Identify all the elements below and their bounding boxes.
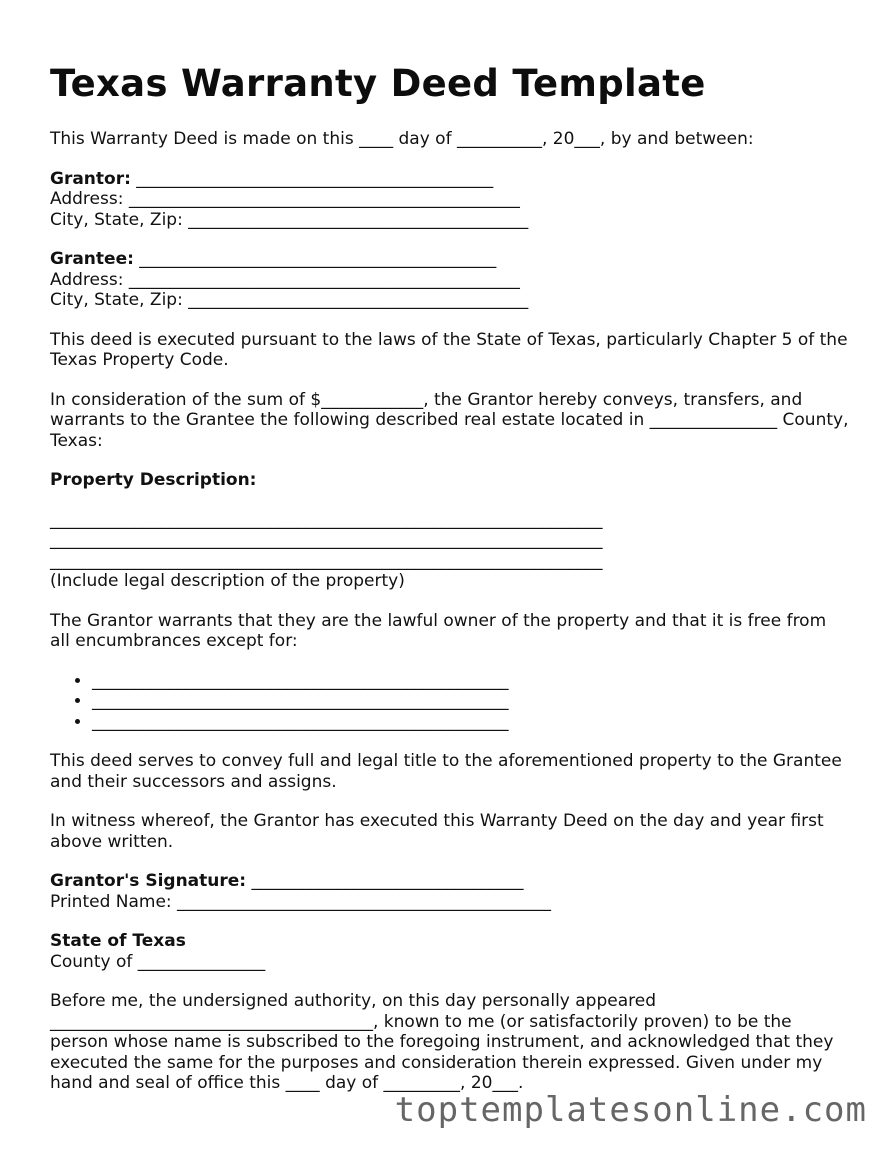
law-paragraph: This deed is executed pursuant to the laws of the State of Texas, particularly Chapter 5 of the Texas Property Code.	[50, 329, 848, 370]
notary-state-heading: State of Texas	[50, 931, 186, 951]
grantee-name-blank: __________________________________________	[133, 249, 497, 269]
notary-paragraph: Before me, the undersigned authority, on this day personally appeared ______________________________________, known to me (or satisfactorily proven) to be the person whose name is subscribed to the foregoing instrument, and acknowledged that they executed the same for the purposes and consideration therein expressed. Given under my hand and seal of office this ____ day of _________, 20___.	[50, 991, 834, 1093]
convey-paragraph: This deed serves to convey full and legal title to the aforementioned property to the Grantee and their successors and assigns.	[50, 751, 842, 792]
signature-label: Grantor's Signature:	[50, 871, 247, 891]
notary-county-line: County of _______________	[50, 951, 266, 972]
printed-name-line: Printed Name: ____________________________________________	[50, 891, 552, 912]
watermark-text: toptemplatesonline.com	[394, 1090, 867, 1130]
witness-paragraph: In witness whereof, the Grantor has executed this Warranty Deed on the day and year first above written.	[50, 811, 824, 852]
grantor-address-line: Address: ______________________________________________	[50, 189, 520, 209]
document-page	[50, 62, 850, 1113]
grantor-name-blank: __________________________________________	[130, 168, 494, 189]
property-line-2: _________________________________________________________________	[50, 530, 603, 550]
grantor-label: Grantor:	[50, 168, 131, 189]
grantee-section	[50, 249, 850, 311]
encumbrance-item: • _________________________________________________	[92, 691, 850, 712]
grantee-city-line: City, State, Zip: ________________________________________	[50, 290, 529, 310]
grantee-label: Grantee:	[50, 249, 134, 269]
property-line-1: _________________________________________________________________	[50, 509, 603, 530]
warrant-paragraph: The Grantor warrants that they are the lawful owner of the property and that it is free from all encumbrances except for:	[50, 610, 827, 651]
grantee-address-line: Address: ______________________________________________	[50, 269, 520, 290]
signature-section	[50, 871, 850, 912]
grantor-section	[50, 169, 850, 231]
property-note: (Include legal description of the property)	[50, 571, 405, 591]
property-description-block	[50, 510, 850, 592]
intro-paragraph: This Warranty Deed is made on this ____ day of __________, 20___, by and between:	[50, 129, 754, 149]
grantee-name-line	[50, 249, 850, 270]
property-description-heading: Property Description:	[50, 470, 257, 490]
notary-header	[50, 931, 850, 972]
encumbrance-item: • _________________________________________________	[92, 712, 850, 733]
document-title: Texas Warranty Deed Template	[50, 62, 706, 105]
consideration-paragraph: In consideration of the sum of $____________, the Grantor hereby conveys, transfers, and warrants to the Grantee the following described real estate located in _______________ County, Texas:	[50, 389, 849, 451]
grantor-name-line	[50, 169, 850, 190]
encumbrance-list	[50, 671, 850, 733]
signature-line	[50, 871, 850, 892]
grantor-city-line: City, State, Zip: ________________________________________	[50, 209, 529, 230]
property-line-3: _________________________________________________________________	[50, 550, 603, 571]
encumbrance-item: • _________________________________________________	[92, 671, 850, 692]
signature-blank: ________________________________	[246, 871, 524, 891]
